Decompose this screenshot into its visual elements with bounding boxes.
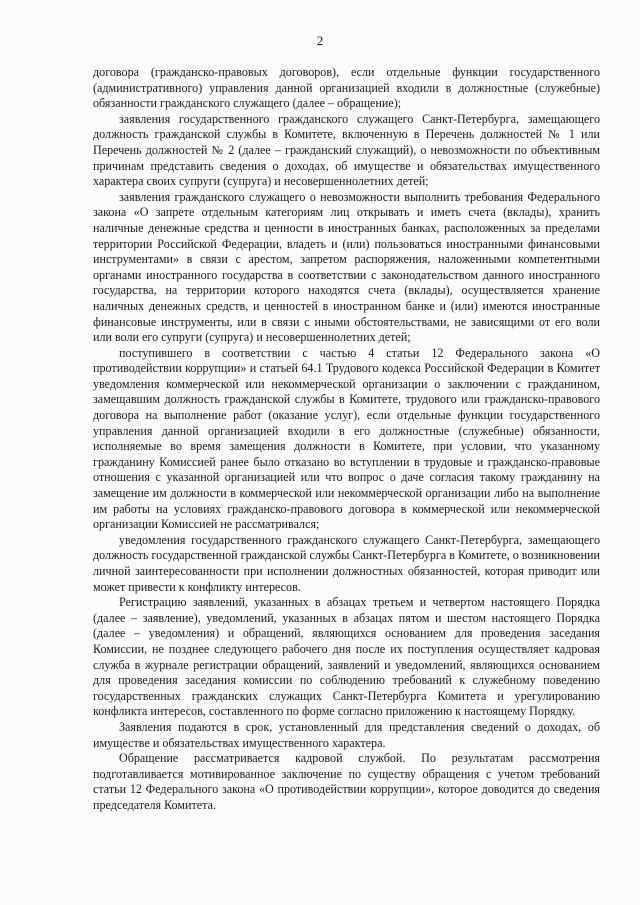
paragraph-conflict-of-interest-notice: уведомления государственного гражданского служащего Санкт-Петербурга, замещающего должность государственной гражданской службы Санкт-Петербурга в Комитете, о возникновении личной заинтересованности при исполнении должностных обязанностей, которая приводит или может привести к конфликту интересов. [93,532,600,594]
paragraph-appeal-review: Обращение рассматривается кадровой службой. По результатам рассмотрения подготавливается мотивированное заключение по существу обращения с учетом требований статьи 12 Федерального закона «О противодействии коррупции», которое доводится до сведения председателя Комитета. [93,751,600,812]
paragraph-registration-procedure: Регистрацию заявлений, указанных в абзацах третьем и четвертом настоящего Порядка (далее – заявление), уведомлений, указанных в абзацах пятом и шестом настоящего Порядка (далее – уведомления) и обращений, являющихся основанием для проведения заседания Комиссии, не позднее следующего рабочего дня после их поступления осуществляет кадровая служба в журнале регистрации обращений, заявлений и уведомлений, являющихся основанием для проведения заседания комиссии по соблюдению требований к служебному поведению государственных гражданских служащих Санкт-Петербурга Комитета и урегулированию конфликта интересов, составленного по форме согласно приложению к настоящему Порядку. [93,595,600,719]
paragraph-organization-notification: поступившего в соответствии с частью 4 статьи 12 Федерального закона «О противодействии коррупции» и статьей 64.1 Трудового кодекса Российской Федерации в Комитет уведомления коммерческой или некоммерческой организации о заключении с гражданином, замещавшим должность гражданской службы в Комитете, трудового или гражданско-правового договора на выполнение работ (оказание услуг), если отдельные функции государственного управления данной организацией входили в его должностные (служебные) обязанности, исполняемые во время замещения должности в Комитете, при условии, что указанному гражданину Комиссией ранее было отказано во вступлении в трудовые и гражданско-правовые отношения с указанной организацией или что вопрос о даче согласия такому гражданину на замещение им должности в коммерческой или некоммерческой организации либо на выполнение им работы на условиях гражданско-правового договора в коммерческой или некоммерческой организации Комиссией не рассматривался; [93,345,600,532]
paragraph-foreign-accounts-application: заявления гражданского служащего о невозможности выполнить требования Федерального закона «О запрете отдельным категориям лиц открывать и иметь счета (вклады), хранить наличные денежные средства и ценности в иностранных банках, расположенных за пределами территории Российской Федерации, владеть и (или) пользоваться иностранными финансовыми инструментами» в связи с арестом, запретом распоряжения, наложенными компетентными органами иностранного государства в соответствии с законодательством данного иностранного государства, на территории которого находятся счета (вклады), осуществляется хранение наличных денежных средств, и ценностей в иностранном банке и (или) имеются иностранные финансовые инструменты, или в связи с иными обстоятельствами, не зависящими от его воли или воли его супруги (супруга) и несовершеннолетних детей; [93,189,600,345]
page-number: 2 [316,33,324,48]
paragraph-income-statement-application: заявления государственного гражданского служащего Санкт-Петербурга, замещающего должность гражданской службы в Комитете, включенную в Перечень должностей № 1 или Перечень должностей № 2 (далее – гражданский служащий), о невозможности по объективным причинам представить сведения о доходах, об имуществе и обязательствах имущественного характера своих супруги (супруга) и несовершеннолетних детей; [93,111,600,189]
document-body [93,65,600,814]
paragraph-contract-continuation: договора (гражданско-правовых договоров), если отдельные функции государственного (административного) управления данной организацией входили в должностные (служебные) обязанности гражданского служащего (далее – обращение); [93,65,600,111]
paragraph-submission-deadline: Заявления подаются в срок, установленный для представления сведений о доходах, об имуществе и обязательствах имущественного характера. [93,719,600,750]
